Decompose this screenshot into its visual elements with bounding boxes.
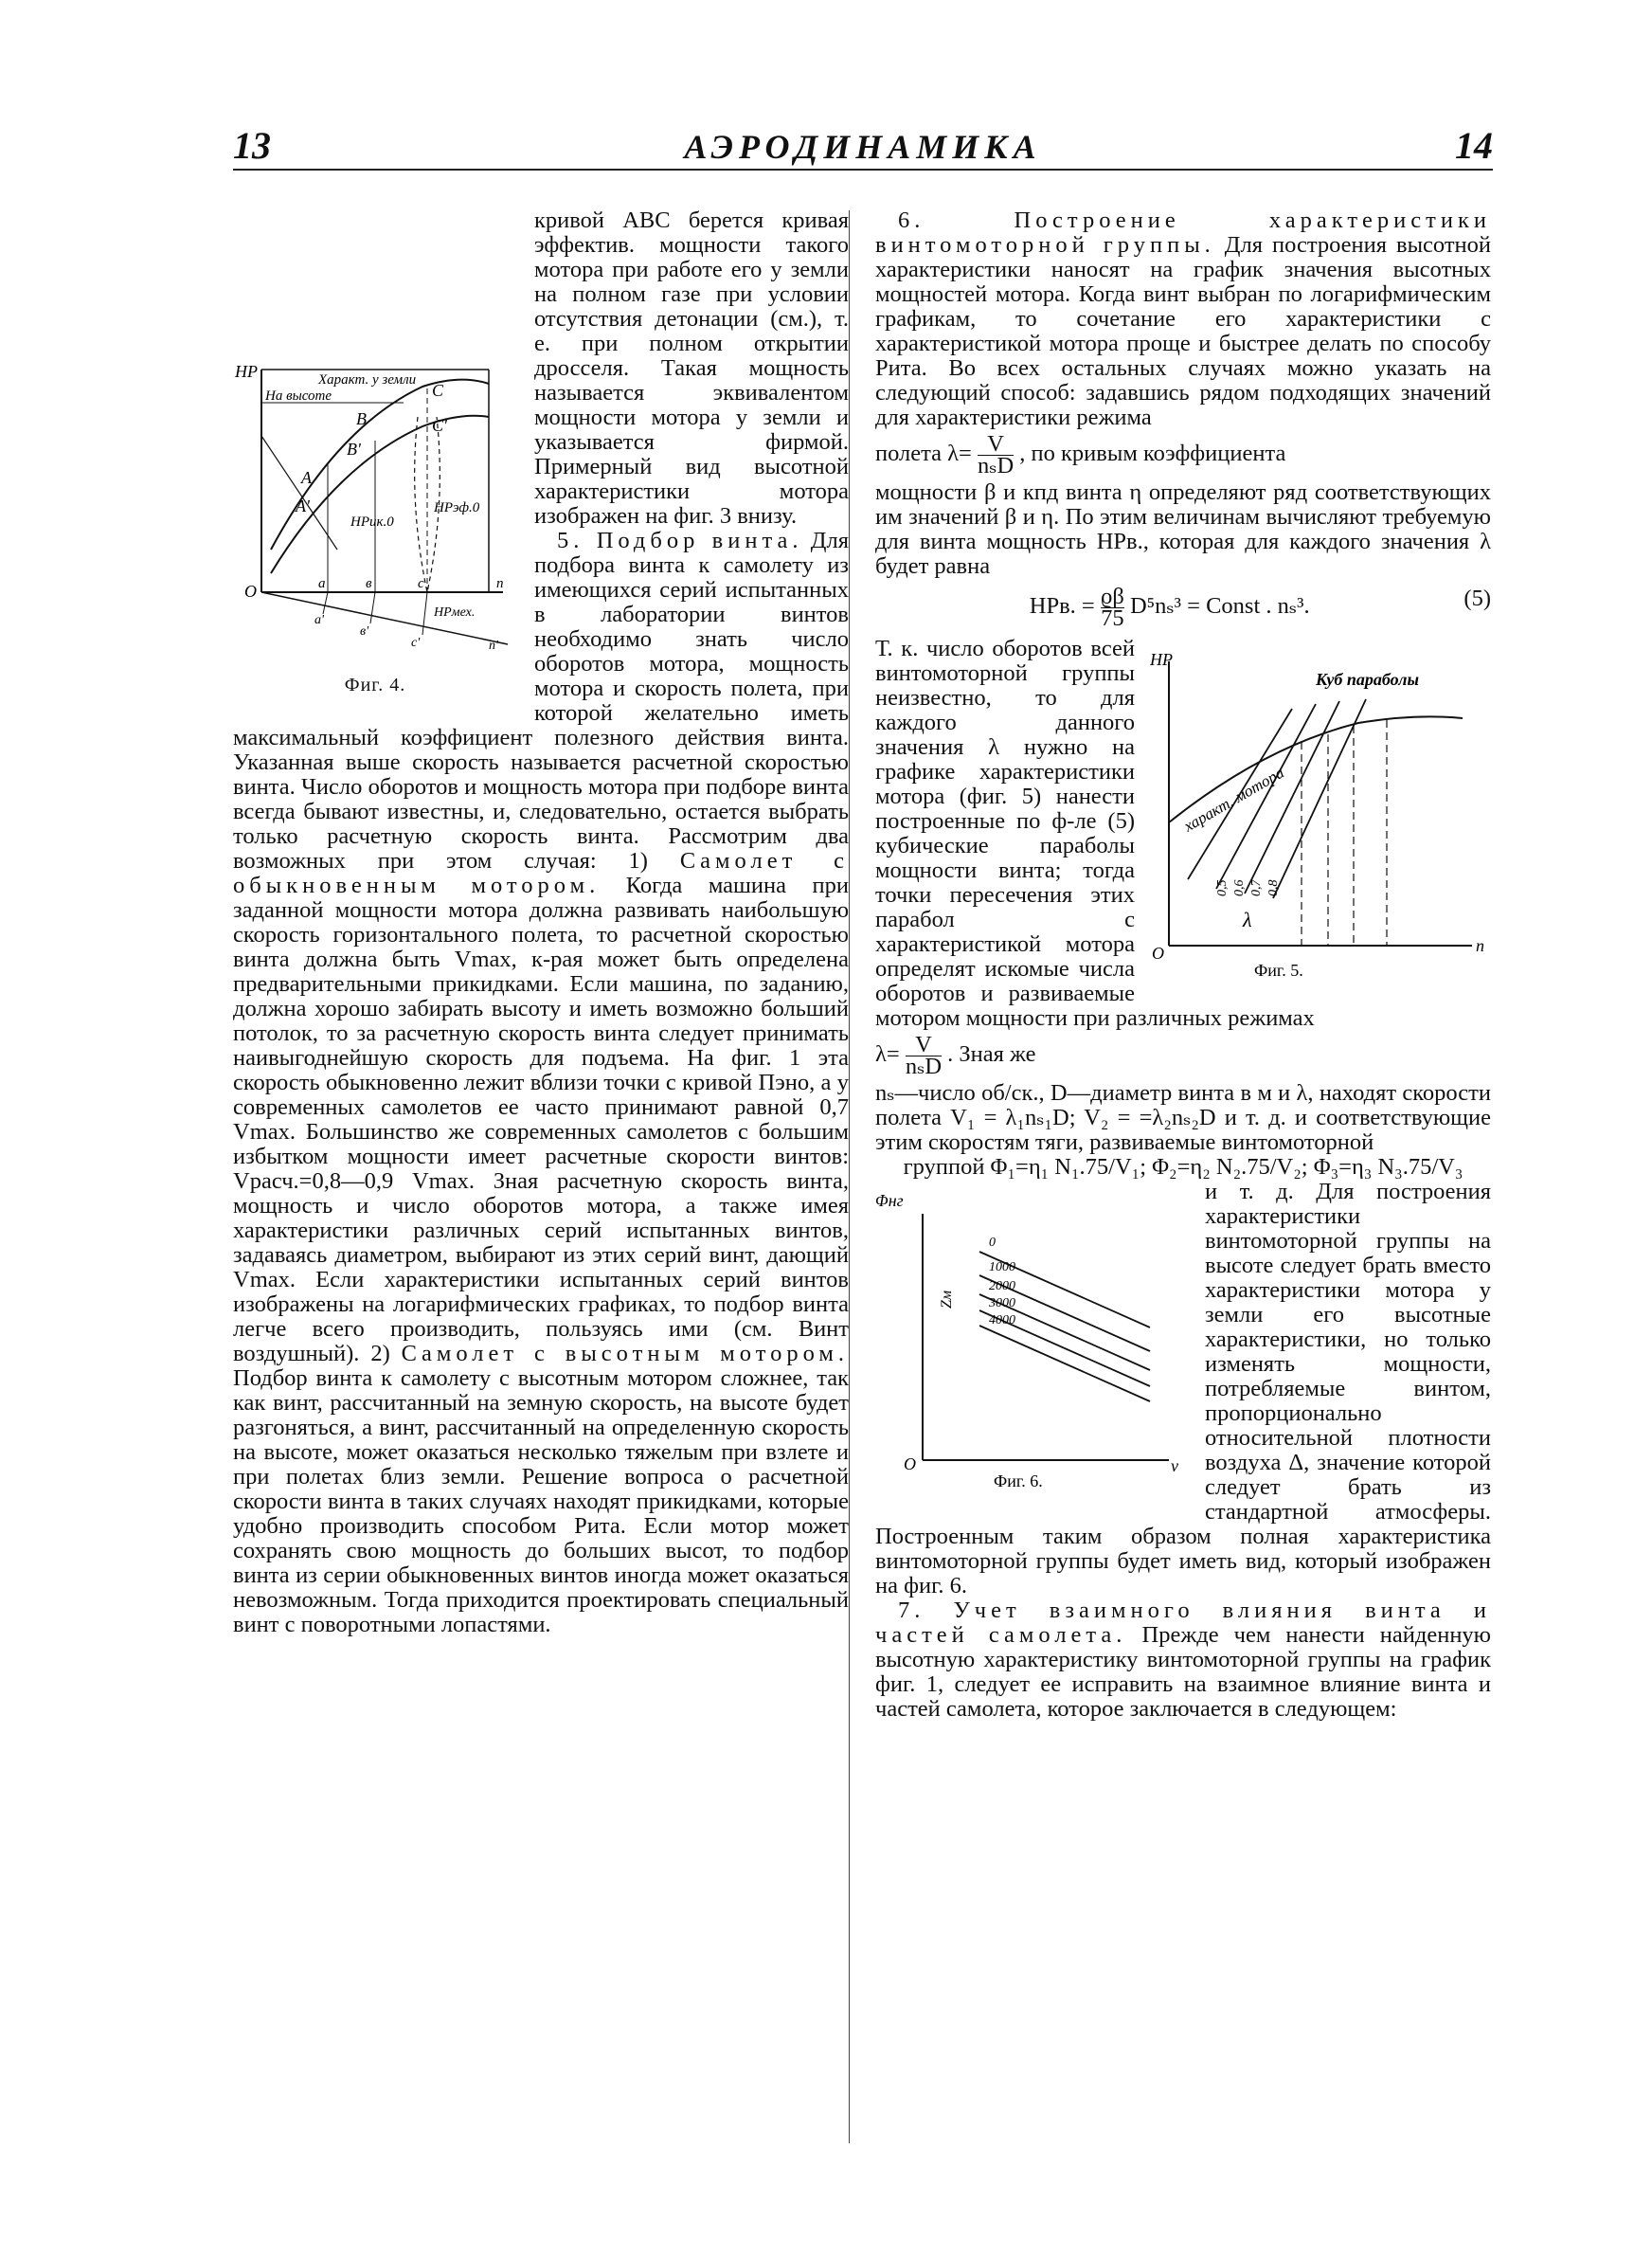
fig4-hp-iko: HPик.0 [350, 515, 394, 530]
case-2-text: Подбор винта к самолету с высотным мотором сложнее, так как винт, рассчитанный на земную скорость, на высоте будет разгоняться, а винт, рассчитанный на определенную скорость на высоте, может оказаться несколько тяжелым при взлете и при полетах близ земли. Решение вопроса о расчетной скорости винта в таких случаях находят прикидками, которые удобно производить способом Рита. Если мотор может сохранять свою мощность до больших высот, то подбор винта из серии обыкновенных винтов иногда может оказаться невозможным. Тогда приходится проектировать специальный винт с поворотными лопастями. [233, 1365, 849, 1637]
fig4-point-b-prime: B' [347, 440, 361, 459]
fig6-alt-4000: 4000 [989, 1313, 1015, 1327]
fig4-alt-label: На высоте [265, 388, 332, 404]
lambda2-suffix: . Зная же [947, 1041, 1036, 1068]
fig4-axis-n: n [496, 576, 504, 591]
lambda-suffix: , по кривым коэффициента [1019, 441, 1286, 467]
fig5-motor-label: характ. мотора [1180, 763, 1287, 836]
section-6-continued: мощности β и кпд винта η определяют ряд соответствующих им значений β и η. По этим величинам вычисляют требуемую для винта мощность HPв., которая для каждого значения λ будет равна [875, 479, 1491, 579]
fig5-axis-n: n [1476, 936, 1484, 955]
section-6-paragraph-2: Т. к. число оборотов всей винтомоторной группы неизвестно, то для каждого данного значения λ нужно на графике характеристики мотора (фиг. 5) нанести построенные по ф-ле (5) кубические параболы мощности винта; тогда точки пересечения этих парабол с характеристикой мотора определят искомые числа оборотов и развиваемые мотором мощности при различных режимах [875, 636, 1315, 1031]
fig4-point-c-prime: C' [432, 416, 447, 435]
fig4-hp-label: HP [235, 362, 258, 381]
fig5-lambda-08: 0,8 [1266, 879, 1281, 896]
thrust-formula: группой Φ₁=η₁ N₁.75/V₁; Φ₂=η₂ N₂.75/V₂; Φ₃=η₃ N₃.75/V₃ [903, 1154, 1463, 1180]
section-7-heading: 7. Учет взаимного влияния винта и частей самолета. [875, 1598, 1491, 1648]
fig6-alt-2000: 2000 [989, 1279, 1015, 1293]
fig4-point-a-prime: A' [296, 497, 310, 515]
fig4-tick-a: a [318, 576, 326, 591]
fig4-point-c: C [432, 381, 444, 400]
figure-5-diagram [1150, 642, 1491, 984]
lambda-denominator: nₛD [977, 453, 1015, 478]
fig6-axis-v: v [1171, 1456, 1178, 1475]
lambda-line [875, 431, 1491, 478]
lambda-line-2 [875, 1032, 1491, 1079]
case-2-heading: Самолет с высотным мотором. [401, 1341, 850, 1366]
lambda-fraction [977, 431, 1015, 478]
figure-4-caption: Фиг. 4. [344, 675, 406, 695]
section-5-text: Для подбора винта к самолету из имеющихся серий испытанных в лаборатории винтов необходимо знать число оборотов мотора, мощность мотора и скорость полета, при которой желательно иметь максимальный коэффициент полезного действия винта. Указанная выше скорость называется расчетной скоростью винта. Число оборотов и мощность мотора при подборе винта всегда бывают известны, и, следовательно, остается выбрать только расчетную скорость винта. Рассмотрим два возможных при этом случая: 1) [233, 528, 849, 874]
section-6-text: Для построения высотной характеристики наносят на график значения высотных мощностей мотора. Когда винт выбран по логарифмическим графикам, то сочетание его характеристики с характеристикой мотора проще и быстрее делать по способу Рита. Во всех остальных случаях можно указать на следующий способ: задавшись рядом подходящих значений для характеристики режима [875, 232, 1492, 430]
left-column [233, 208, 849, 1637]
lambda2-fraction [905, 1032, 943, 1079]
fig4-tick-b-prime: в' [360, 624, 369, 639]
equation-5-number: (5) [1463, 586, 1491, 611]
left-paragraph-1: кривой ABC берется кривая эффектив. мощности такого мотора при работе его у земли на полном газе при условии отсутствия детонации (см.), т. е. при полном открытии дросселя. Такая мощность называется эквивалентом мощности мотора у земли и указывается фирмой. Примерный вид высотной характеристики мотора изображен на фиг. 3 внизу. [534, 208, 849, 529]
right-column [875, 208, 1491, 1722]
lambda2-numerator: V [906, 1035, 942, 1056]
fig5-lambda-05: 0,5 [1215, 879, 1230, 896]
figure-5 [1150, 642, 1491, 984]
running-title: АЭРОДИНАМИКА [684, 128, 1042, 166]
fig5-lambda-symbol: λ [1243, 908, 1252, 931]
lambda-numerator: V [978, 434, 1014, 456]
section-7-text: Прежде чем нанести найденную высотную характеристику винтомоторной группы на график фиг. 1, следует ее исправить на взаимное влияние винта и частей самолета, которое заключается в следующем: [875, 1622, 1491, 1722]
figure-6-diagram [875, 1185, 1188, 1498]
equation-5-denominator: 75 [1101, 605, 1124, 631]
lambda2-denominator: nₛD [905, 1054, 943, 1079]
header-rule [233, 169, 1493, 171]
fig4-axis-n-prime: n' [489, 639, 498, 653]
lambda2-prefix: λ= [875, 1041, 900, 1068]
equation-5-lhs: HPв. = [1029, 593, 1095, 620]
fig4-point-a: A [301, 468, 312, 487]
page-number-left: 13 [233, 124, 271, 167]
fig5-hp-label: HP [1150, 650, 1173, 669]
figure-6 [875, 1185, 1188, 1498]
fig6-phi-label: Φнг [875, 1191, 904, 1210]
case-1-heading: Самолет с обыкновенным мотором. [233, 848, 850, 898]
equation-5-numerator: ϱβ [1100, 584, 1124, 609]
figure-5-caption: Фиг. 5. [1254, 961, 1303, 980]
figure-4-diagram [233, 360, 517, 673]
fig4-tick-c-prime: c' [411, 636, 421, 650]
section-6-heading: 6. Построение характеристики винтомоторной группы. [875, 208, 1491, 258]
fig6-alt-3000: 3000 [989, 1296, 1015, 1310]
fig6-alt-0: 0 [989, 1236, 996, 1250]
equation-5-fraction [1100, 584, 1124, 631]
fig4-point-b: B [356, 409, 367, 428]
case-1-text: Когда машина при заданной мощности мотора должна развивать наибольшую скорость горизонтального полета, то расчетной скоростью винта должна быть Vmax, к-рая может быть определена предварительными прикидками. Если машина, по заданию, должна хорошо забирать высоту и иметь возможно больший потолок, то за расчетную скорость винта следует принимать наивыгоднейшую скорость для подъема. На фиг. 1 эта скорость обыкновенно лежит вблизи точки c кривой Пэно, а у современных самолетов ее часто принимают равной 0,7 Vmax. Большинство же современных самолетов с большим избытком мощности имеет расчетные скорости винтов: Vрасч.=0,8—0,9 Vmax. Зная расчетную скорость винта, мощность и число оборотов мотора, а также имея характеристики различных серий испытанных винтов, задаваясь диаметром, выбирают из этих серий винт, дающий Vmax. Если характеристики испытанных серий винтов изображены на логарифмических графиках, то подбор винта легче всего производить, пользуясь ими (см. Винт воздушный). 2) [233, 873, 850, 1366]
section-6-paragraph-3: nₛ—число об/ск., D—диаметр винта в м и λ, находят скорости полета V₁ = λ₁nₛ₁D; V₂ = =λ₂nₛ₂D и т. д. и соответствующие этим скоростям тяги, развиваемые винтомоторной [875, 1080, 1491, 1155]
fig4-ground-label: Характ. у земли [318, 372, 417, 388]
figure-6-caption: Фиг. 6. [994, 1472, 1043, 1490]
equation-5-rhs: D⁵nₛ³ = Const . nₛ³. [1129, 593, 1310, 620]
equation-5 [875, 584, 1491, 631]
fig4-axis-o: O [244, 582, 257, 601]
fig5-lambda-06: 0,6 [1232, 879, 1247, 896]
fig4-tick-b: в [366, 576, 372, 591]
fig6-z-label: Zм [939, 1290, 955, 1309]
section-5-heading: 5. Подбор винта. [557, 528, 803, 553]
lambda-prefix: полета λ= [875, 441, 972, 467]
section-6-paragraph-4: и т. д. Для построения характеристики винтомоторной группы на высоте следует брать вместо характеристики мотора у земли его высотные характеристики, но только изменять мощности, потребляемые винтом, пропорционально относительной плотности воздуха Δ, значение которой следует брать из стандартной атмосферы. Построенным таким образом полная характеристика винтомоторной группы будет иметь вид, который изображен на фиг. 6. [875, 1179, 1491, 1598]
page-header [233, 123, 1493, 171]
fig5-lambda-07: 0,7 [1249, 879, 1264, 896]
page-number-right: 14 [1455, 124, 1493, 167]
figure-4 [233, 360, 517, 697]
fig6-axis-o: O [904, 1454, 916, 1473]
fig6-alt-1000: 1000 [989, 1260, 1015, 1274]
fig4-hp-ef: HPэф.0 [434, 500, 480, 515]
fig4-tick-c: c [418, 576, 424, 591]
column-divider [849, 210, 850, 2143]
fig4-tick-a-prime: a' [314, 613, 324, 627]
fig5-axis-o: O [1152, 944, 1164, 963]
fig4-hp-mech: HPмех. [434, 605, 476, 620]
fig5-parabola-label: Куб параболы [1316, 670, 1419, 689]
